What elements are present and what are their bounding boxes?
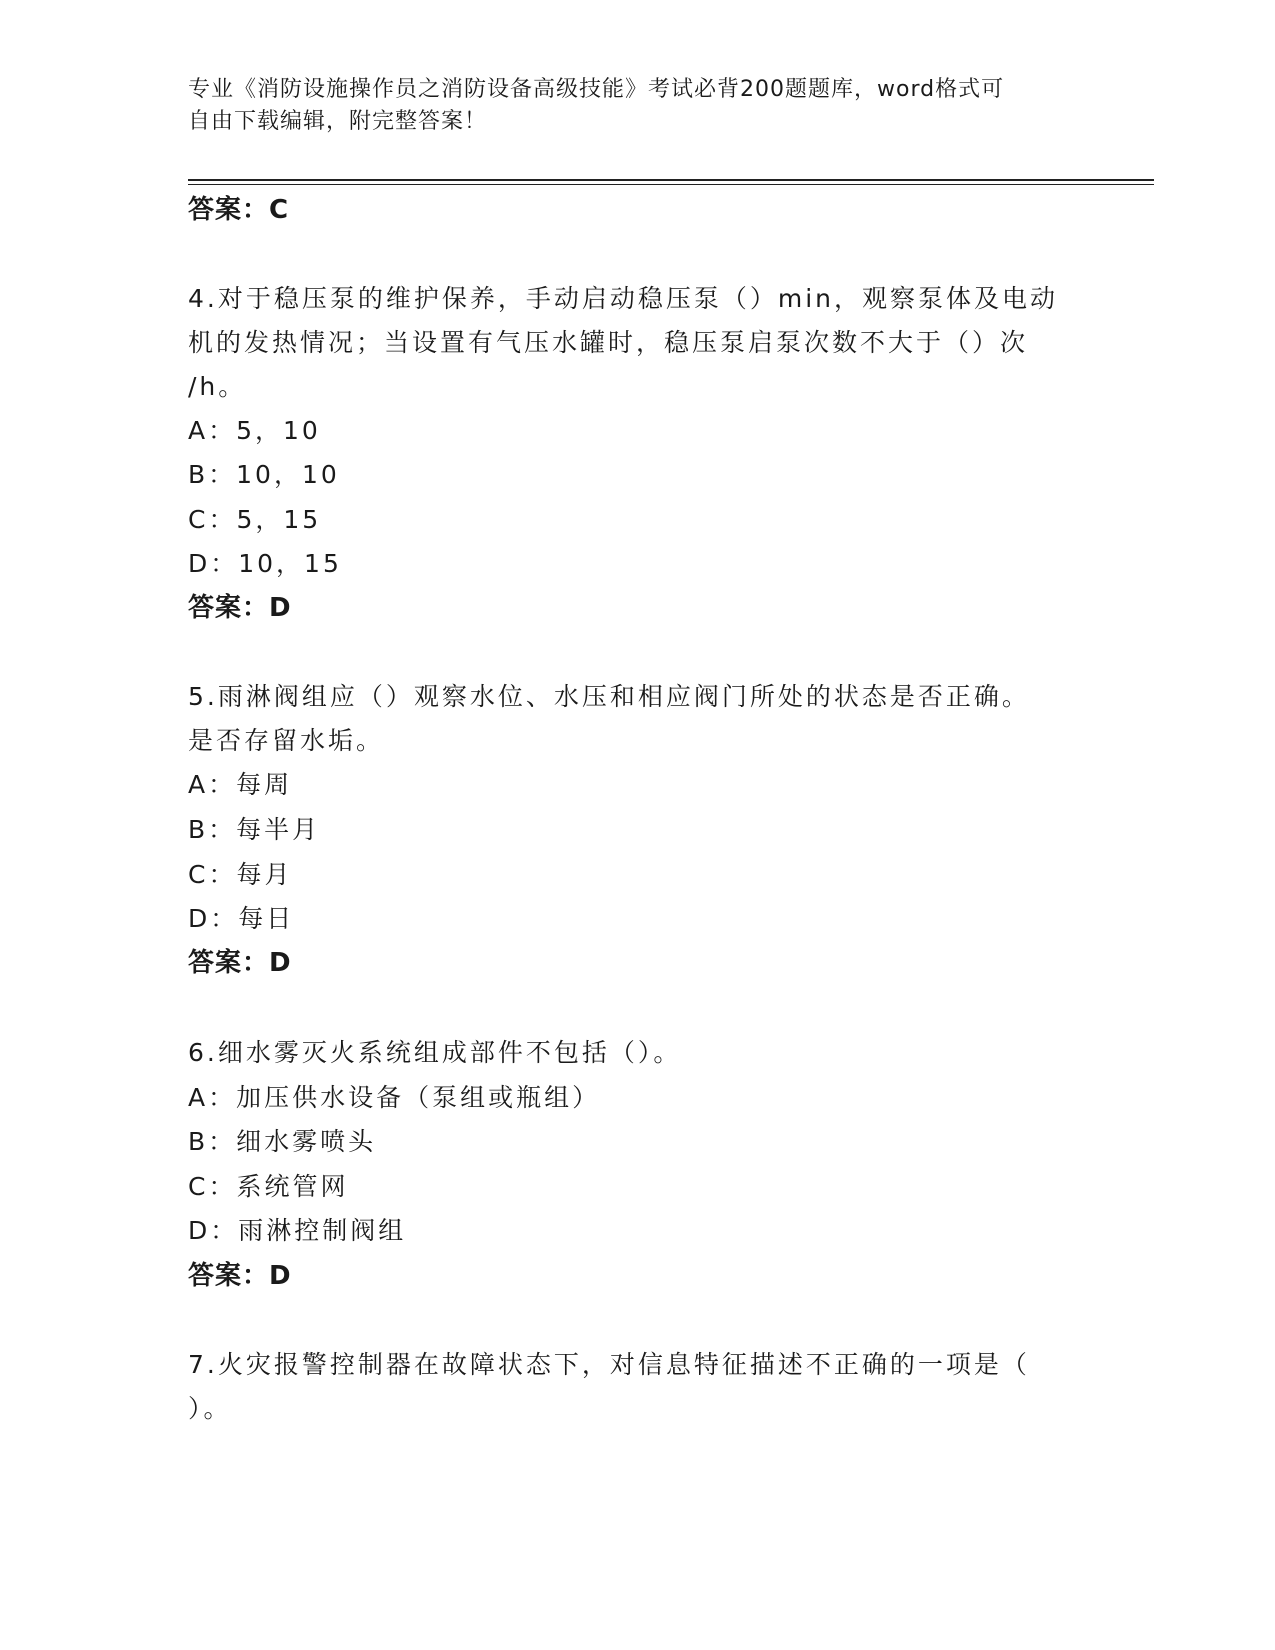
previous-answer: 答案：C <box>188 195 290 225</box>
question-6-answer: 答案：D <box>188 1261 292 1291</box>
question-6-option-b: B：细水雾喷头 <box>188 1127 377 1156</box>
question-7-text-line-2: ）。 <box>188 1394 232 1423</box>
header-rule-thick <box>188 179 1154 181</box>
question-4-option-a: A：5，10 <box>188 416 321 445</box>
question-5-answer: 答案：D <box>188 948 292 978</box>
question-4-option-d: D：10，15 <box>188 549 342 578</box>
question-6-option-d: D：雨淋控制阀组 <box>188 1216 407 1245</box>
question-4-text-line-3: /h。 <box>188 372 247 401</box>
header-line-1: 专业《消防设施操作员之消防设备高级技能》考试必背200题题库，word格式可 <box>188 77 1005 102</box>
question-4-answer: 答案：D <box>188 593 292 623</box>
question-4-text-line-2: 机的发热情况；当设置有气压水罐时，稳压泵启泵次数不大于（）次 <box>188 328 1029 357</box>
question-7-text-line-1: 7.火灾报警控制器在故障状态下，对信息特征描述不正确的一项是（ <box>188 1350 1030 1379</box>
question-6-option-a: A：加压供水设备（泵组或瓶组） <box>188 1083 601 1112</box>
question-5-option-d: D：每日 <box>188 904 295 933</box>
question-5-text-line-1: 5.雨淋阀组应（）观察水位、水压和相应阀门所处的状态是否正确。 <box>188 682 1030 711</box>
question-4-text-line-1: 4.对于稳压泵的维护保养，手动启动稳压泵（）min，观察泵体及电动 <box>188 284 1058 313</box>
question-5-option-a: A：每周 <box>188 770 293 799</box>
question-6-text-line-1: 6.细水雾灭火系统组成部件不包括（）。 <box>188 1038 682 1067</box>
header-line-2: 自由下载编辑，附完整答案！ <box>188 109 488 134</box>
question-4-option-c: C：5，15 <box>188 505 322 534</box>
question-5-option-c: C：每月 <box>188 860 293 889</box>
page-header <box>188 74 1068 138</box>
question-6-option-c: C：系统管网 <box>188 1172 349 1201</box>
question-4-option-b: B：10，10 <box>188 460 340 489</box>
question-5-text-line-2: 是否存留水垢。 <box>188 726 385 755</box>
header-rule-thin <box>188 184 1154 185</box>
question-5-option-b: B：每半月 <box>188 815 321 844</box>
